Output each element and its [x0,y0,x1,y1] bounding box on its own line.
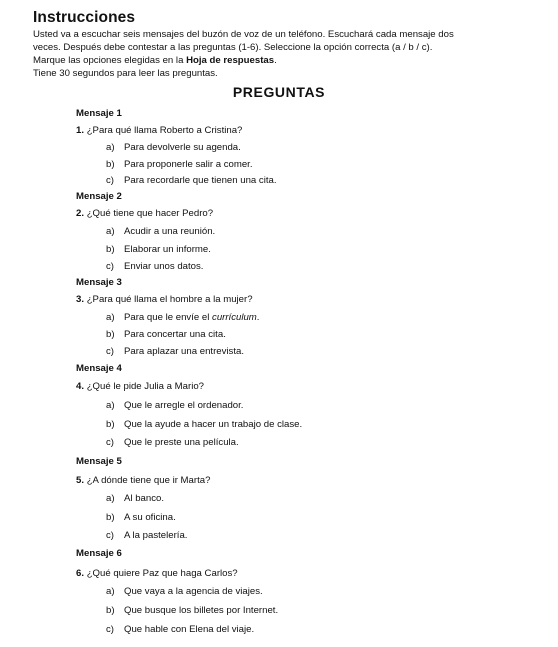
option-letter: a) [106,400,115,411]
message-label: Mensaje 3 [76,277,122,288]
option-letter: a) [106,312,115,323]
question-number: 2. [76,208,85,219]
option-text: Que le preste una película. [124,437,239,448]
option-text: Para recordarle que tienen una cita. [124,175,277,186]
option-letter: c) [106,175,114,186]
questions-heading: PREGUNTAS [232,84,326,100]
answer-option[interactable] [106,226,215,237]
question-text: ¿Para qué llama el hombre a la mujer? [86,294,253,305]
question [76,568,238,579]
option-letter: c) [106,530,114,541]
question [76,125,242,136]
question-text: ¿Para qué llama Roberto a Cristina? [86,125,243,136]
answer-option[interactable] [106,312,259,323]
option-letter: a) [106,493,115,504]
message-label: Mensaje 4 [76,363,122,374]
instructions-line: veces. Después debe contestar a las preguntas (1-6). Seleccione la opción correcta (a / b / c). [33,42,433,53]
instructions-line: Tiene 30 segundos para leer las preguntas. [33,68,218,79]
option-letter: b) [106,329,115,340]
option-letter: a) [106,226,115,237]
option-text-italic: currículum [212,312,257,323]
option-text: A su oficina. [124,512,176,523]
instructions-line [33,54,533,67]
answer-option[interactable] [106,419,302,430]
option-text: Elaborar un informe. [124,244,211,255]
instructions-line: Usted va a escuchar seis mensajes del buzón de voz de un teléfono. Escuchará cada mensaje dos [33,29,454,40]
question-text: ¿Qué quiere Paz que haga Carlos? [86,568,238,579]
answer-option[interactable] [106,605,278,616]
question-number: 6. [76,568,85,579]
option-letter: c) [106,261,114,272]
instructions-text-fragment: Marque las opciones elegidas en la [33,55,187,66]
option-letter: b) [106,159,115,170]
option-text [124,312,259,323]
question [76,208,213,219]
answer-option[interactable] [106,624,254,635]
question-number: 4. [76,381,85,392]
option-letter: b) [106,244,115,255]
instructions-text [33,28,533,80]
question-number: 1. [76,125,85,136]
answer-sheet-reference: Hoja de respuestas [186,55,275,66]
page-title: Instrucciones [33,9,136,26]
answer-option[interactable] [106,329,226,340]
question-number: 5. [76,475,85,486]
message-label: Mensaje 2 [76,191,122,202]
question [76,381,204,392]
message-label: Mensaje 5 [76,456,122,467]
answer-option[interactable] [106,175,277,186]
question-text: ¿A dónde tiene que ir Marta? [86,475,211,486]
question-text: ¿Qué tiene que hacer Pedro? [86,208,214,219]
question-number: 3. [76,294,85,305]
answer-option[interactable] [106,346,244,357]
answer-option[interactable] [106,437,239,448]
question [76,294,253,305]
option-text: A la pastelería. [124,530,188,541]
option-text: Para proponerle salir a comer. [124,159,253,170]
option-text: Para concertar una cita. [124,329,226,340]
option-text: Para aplazar una entrevista. [124,346,244,357]
answer-option[interactable] [106,159,253,170]
option-text: Que la ayude a hacer un trabajo de clase. [124,419,303,430]
answer-option[interactable] [106,586,263,597]
option-text: Que busque los billetes por Internet. [124,605,279,616]
message-label: Mensaje 6 [76,548,122,559]
option-text: Que le arregle el ordenador. [124,400,244,411]
answer-option[interactable] [106,493,164,504]
option-text: Que vaya a la agencia de viajes. [124,586,263,597]
answer-option[interactable] [106,512,176,523]
option-letter: c) [106,624,114,635]
option-text: Que hable con Elena del viaje. [124,624,255,635]
option-text: Al banco. [124,493,165,504]
option-text: Para devolverle su agenda. [124,142,241,153]
instructions-text-fragment: . [274,55,277,66]
answer-option[interactable] [106,530,187,541]
option-letter: a) [106,586,115,597]
option-letter: b) [106,512,115,523]
question-text: ¿Qué le pide Julia a Mario? [86,381,205,392]
option-letter: b) [106,419,115,430]
option-letter: c) [106,346,114,357]
answer-option[interactable] [106,261,203,272]
answer-option[interactable] [106,142,241,153]
question [76,475,210,486]
option-letter: a) [106,142,115,153]
option-text: Acudir a una reunión. [124,226,216,237]
option-letter: c) [106,437,114,448]
option-letter: b) [106,605,115,616]
answer-option[interactable] [106,400,243,411]
answer-option[interactable] [106,244,211,255]
option-text: Enviar unos datos. [124,261,204,272]
message-label: Mensaje 1 [76,108,122,119]
option-text-fragment: Para que le envíe el [124,312,213,323]
option-text-fragment: . [256,312,260,323]
